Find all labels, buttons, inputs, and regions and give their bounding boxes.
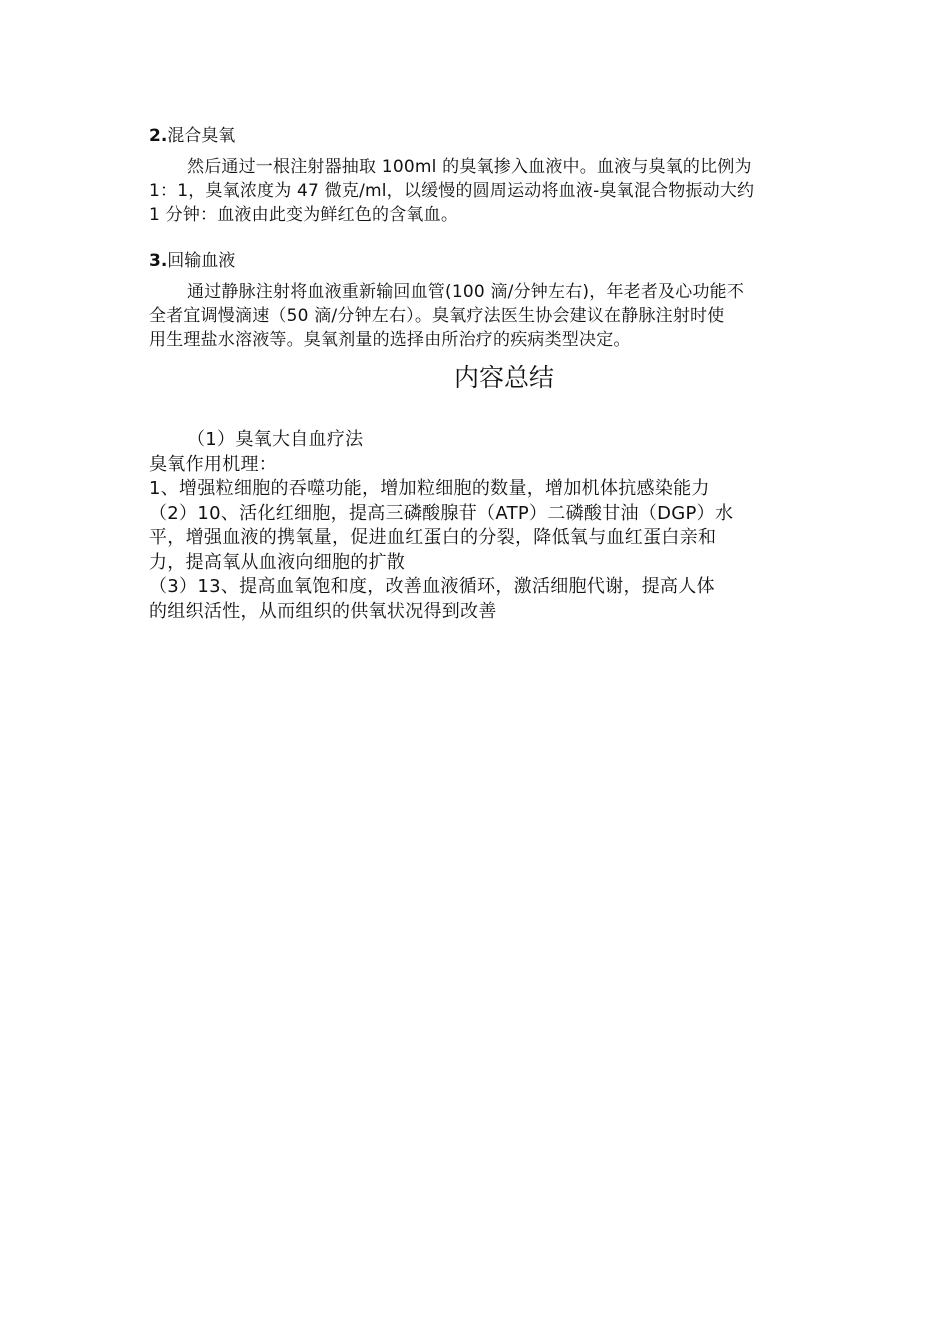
paragraph-line: 1：1，臭氧浓度为 47 微克/ml，以缓慢的圆周运动将血液-臭氧混合物振动大约 (149, 181, 755, 201)
section-2-number: 2. (149, 126, 168, 146)
section-2-paragraph (149, 155, 809, 227)
paragraph-line: 通过静脉注射将血液重新输回血管(100 滴/分钟左右)，年老者及心功能不 (187, 282, 745, 302)
section-2-title: 混合臭氧 (167, 126, 236, 146)
summary-line: 1、增强粒细胞的吞噬功能，增加粒细胞的数量，增加机体抗感染能力 (149, 478, 710, 499)
summary-title: 内容总结 (453, 363, 554, 392)
section-3-title: 回输血液 (167, 251, 236, 271)
summary-line: （1）臭氧大自血疗法 (187, 429, 364, 450)
summary-line: （2）10、活化红细胞，提高三磷酸腺苷（ATP）二磷酸甘油（DGP）水 (149, 502, 734, 524)
section-3-number: 3. (149, 251, 168, 271)
summary-line: （3）13、提高血氧饱和度，改善血液循环，激活细胞代谢，提高人体 (149, 576, 715, 597)
section-3-heading (149, 251, 235, 271)
paragraph-line: 用生理盐水溶液等。臭氧剂量的选择由所治疗的疾病类型决定。 (149, 330, 631, 350)
summary-line: 力，提高氧从血液向细胞的扩散 (149, 551, 406, 573)
summary-line: 的组织活性，从而组织的供氧状况得到改善 (149, 600, 497, 622)
summary-body (149, 428, 829, 624)
summary-line: 臭氧作用机理： (149, 453, 278, 475)
paragraph-line: 1 分钟：血液由此变为鲜红色的含氧血。 (149, 205, 459, 225)
section-2-heading (149, 126, 235, 146)
paragraph-line: 全者宜调慢滴速（50 滴/分钟左右）。臭氧疗法医生协会建议在静脉注射时使 (149, 306, 725, 326)
summary-line: 平，增强血液的携氧量，促进血红蛋白的分裂，降低氧与血红蛋白亲和 (149, 527, 717, 548)
section-3-paragraph (149, 280, 809, 352)
paragraph-line: 然后通过一根注射器抽取 100ml 的臭氧掺入血液中。血液与臭氧的比例为 (187, 157, 752, 177)
